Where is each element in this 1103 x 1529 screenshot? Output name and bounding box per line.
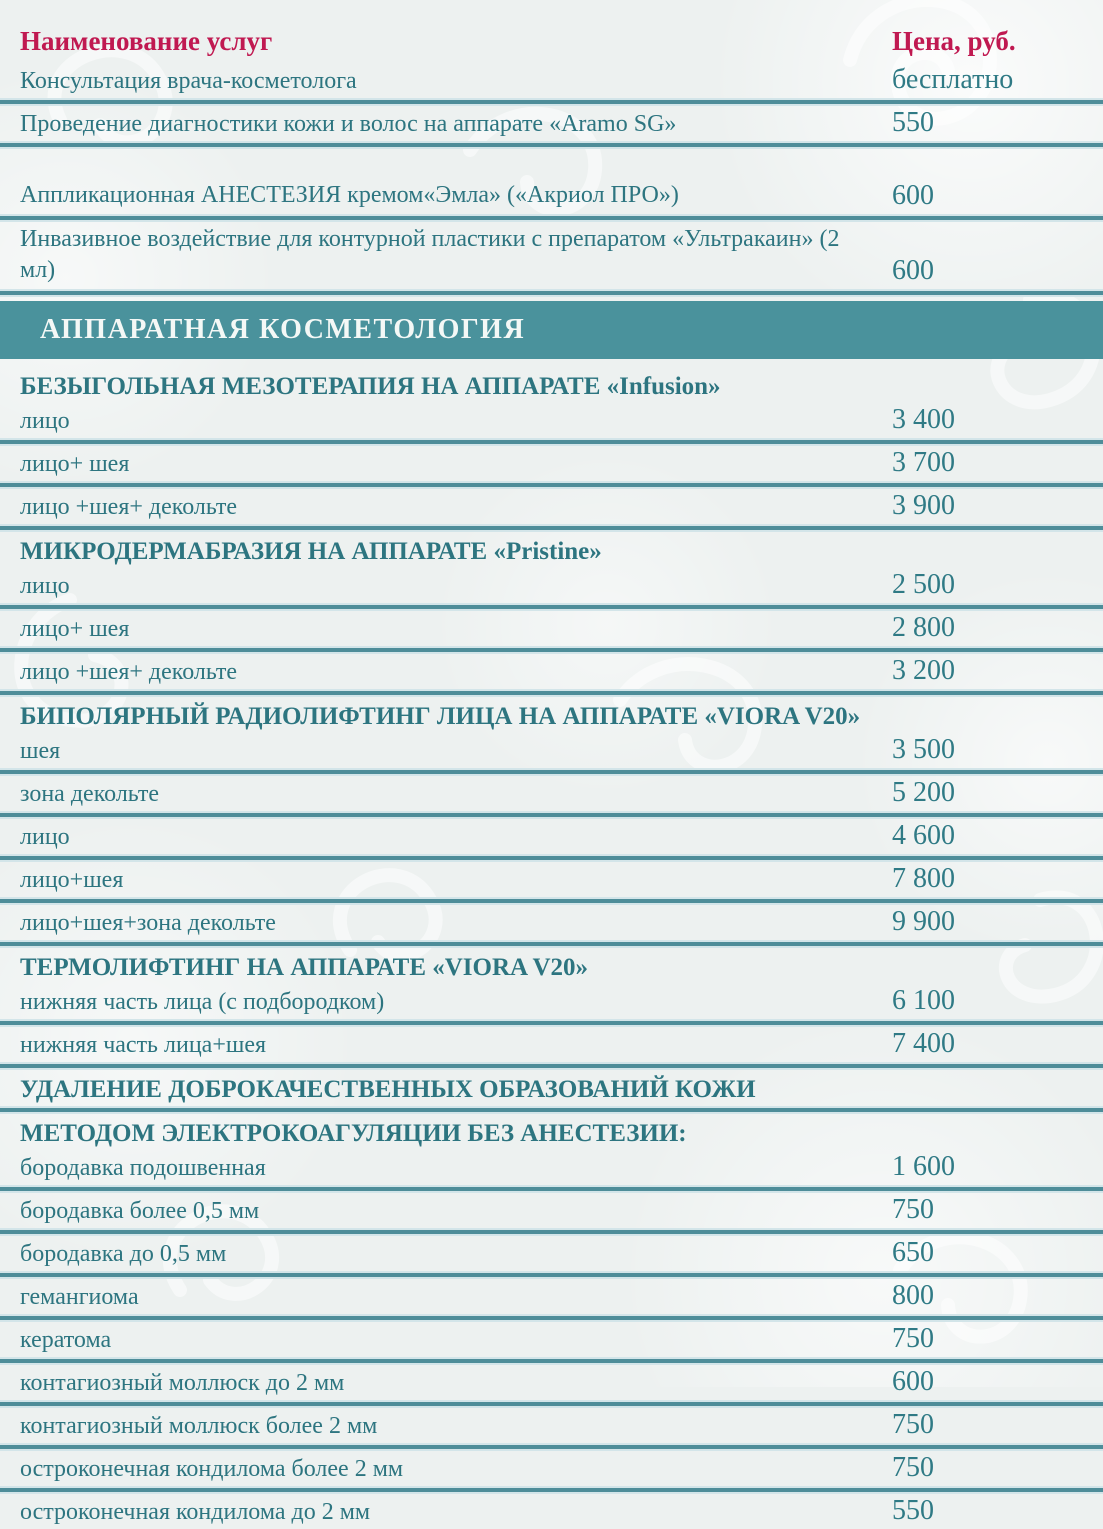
service-price: 750 bbox=[892, 1323, 934, 1354]
row-divider bbox=[0, 481, 1103, 489]
service-price: 4 600 bbox=[892, 820, 955, 851]
row-divider bbox=[0, 603, 1103, 611]
price-table-body bbox=[0, 63, 1103, 1529]
row-divider bbox=[0, 438, 1103, 446]
service-name: лицо+шея bbox=[20, 867, 124, 893]
table-header bbox=[0, 0, 1103, 63]
service-price: 1 600 bbox=[892, 1151, 955, 1182]
service-price: 6 100 bbox=[892, 985, 955, 1016]
section-heading: БИПОЛЯРНЫЙ РАДИОЛИФТИНГ ЛИЦА НА АППАРАТЕ «VIORA V20» bbox=[20, 703, 861, 730]
service-price: 750 bbox=[892, 1452, 934, 1483]
service-row bbox=[0, 1322, 1103, 1357]
service-price: 3 700 bbox=[892, 447, 955, 478]
service-row bbox=[0, 654, 1103, 689]
service-row bbox=[0, 611, 1103, 646]
service-row bbox=[0, 776, 1103, 811]
service-row bbox=[0, 984, 1103, 1019]
service-price: 600 bbox=[892, 180, 934, 211]
service-price: бесплатно bbox=[892, 64, 1014, 95]
column-header-price: Цена, руб. bbox=[892, 26, 1016, 56]
section-banner bbox=[0, 301, 1103, 359]
section-heading: МИКРОДЕРМАБРАЗИЯ НА АППАРАТЕ «Pristine» bbox=[20, 538, 602, 565]
row-divider bbox=[0, 214, 1103, 222]
service-name: бородавка подошвенная bbox=[20, 1155, 266, 1181]
row-divider bbox=[0, 1106, 1103, 1114]
service-row bbox=[0, 905, 1103, 940]
service-price: 550 bbox=[892, 1495, 934, 1526]
column-header-services: Наименование услуг bbox=[20, 26, 273, 56]
service-name: лицо +шея+ декольте bbox=[20, 494, 238, 520]
row-divider bbox=[0, 1019, 1103, 1027]
section-heading: УДАЛЕНИЕ ДОБРОКАЧЕСТВЕННЫХ ОБРАЗОВАНИЙ КОЖИ bbox=[20, 1076, 756, 1103]
service-name: остроконечная кондилома до 2 мм bbox=[20, 1499, 371, 1525]
service-row bbox=[0, 446, 1103, 481]
row-divider bbox=[0, 1400, 1103, 1408]
service-name: нижняя часть лица (с подбородком) bbox=[20, 989, 385, 1015]
service-name: кератома bbox=[20, 1327, 112, 1353]
service-row bbox=[0, 1027, 1103, 1062]
service-row bbox=[0, 149, 1103, 214]
row-divider bbox=[0, 1357, 1103, 1365]
service-name: контагиозный моллюск более 2 мм bbox=[20, 1413, 378, 1439]
service-row bbox=[0, 489, 1103, 524]
service-row bbox=[0, 862, 1103, 897]
service-row bbox=[0, 568, 1103, 603]
service-row bbox=[0, 1494, 1103, 1529]
service-name: остроконечная кондилома более 2 мм bbox=[20, 1456, 404, 1482]
row-divider bbox=[0, 1271, 1103, 1279]
service-name: лицо bbox=[20, 408, 70, 434]
service-row bbox=[0, 1365, 1103, 1400]
service-price: 3 500 bbox=[892, 734, 955, 765]
service-price: 3 200 bbox=[892, 655, 955, 686]
service-row bbox=[0, 819, 1103, 854]
row-divider bbox=[0, 646, 1103, 654]
service-name: лицо bbox=[20, 573, 70, 599]
row-divider bbox=[0, 1314, 1103, 1322]
row-divider bbox=[0, 854, 1103, 862]
row-divider bbox=[0, 1062, 1103, 1070]
section-heading: ТЕРМОЛИФТИНГ НА АППАРАТЕ «VIORA V20» bbox=[20, 954, 589, 981]
service-price: 3 400 bbox=[892, 404, 955, 435]
service-price: 600 bbox=[892, 1366, 934, 1397]
service-name: лицо +шея+ декольте bbox=[20, 659, 238, 685]
service-row bbox=[0, 106, 1103, 141]
service-price: 750 bbox=[892, 1409, 934, 1440]
row-divider bbox=[0, 289, 1103, 297]
service-price: 650 bbox=[892, 1237, 934, 1268]
service-row bbox=[0, 1408, 1103, 1443]
row-divider bbox=[0, 1185, 1103, 1193]
service-name: Консультация врача-косметолога bbox=[20, 68, 357, 94]
service-name: бородавка до 0,5 мм bbox=[20, 1241, 227, 1267]
service-price: 800 bbox=[892, 1280, 934, 1311]
service-name: зона декольте bbox=[20, 781, 159, 807]
service-name: гемангиома bbox=[20, 1284, 139, 1310]
service-name: Инвазивное воздействие для контурной пластики с препаратом «Ультракаин» (2 мл) bbox=[20, 226, 840, 283]
service-row bbox=[0, 63, 1103, 98]
service-name: нижняя часть лица+шея bbox=[20, 1032, 267, 1058]
service-row bbox=[0, 403, 1103, 438]
service-name: лицо+ шея bbox=[20, 451, 130, 477]
service-name: Аппликационная АНЕСТЕЗИЯ кремом«Эмла» («Акриол ПРО») bbox=[20, 182, 679, 208]
section-heading: МЕТОДОМ ЭЛЕКТРОКОАГУЛЯЦИИ БЕЗ АНЕСТЕЗИИ: bbox=[20, 1120, 687, 1147]
row-divider bbox=[0, 689, 1103, 697]
row-divider bbox=[0, 1228, 1103, 1236]
row-divider bbox=[0, 1486, 1103, 1494]
service-price: 7 800 bbox=[892, 863, 955, 894]
service-name: лицо+ шея bbox=[20, 616, 130, 642]
row-divider bbox=[0, 141, 1103, 149]
service-price: 9 900 bbox=[892, 906, 955, 937]
service-name: лицо bbox=[20, 824, 70, 850]
service-name: шея bbox=[20, 738, 61, 764]
service-row bbox=[0, 1150, 1103, 1185]
row-divider bbox=[0, 524, 1103, 532]
service-name: лицо+шея+зона декольте bbox=[20, 910, 276, 936]
service-price: 600 bbox=[892, 255, 934, 286]
service-price: 2 500 bbox=[892, 569, 955, 600]
service-price: 750 bbox=[892, 1194, 934, 1225]
service-row bbox=[0, 222, 1103, 289]
service-name: контагиозный моллюск до 2 мм bbox=[20, 1370, 345, 1396]
service-price: 7 400 bbox=[892, 1028, 955, 1059]
service-row bbox=[0, 733, 1103, 768]
service-row bbox=[0, 1279, 1103, 1314]
service-row bbox=[0, 1451, 1103, 1486]
service-price: 2 800 bbox=[892, 612, 955, 643]
service-name: бородавка более 0,5 мм bbox=[20, 1198, 260, 1224]
row-divider bbox=[0, 897, 1103, 905]
row-divider bbox=[0, 811, 1103, 819]
service-price: 3 900 bbox=[892, 490, 955, 521]
row-divider bbox=[0, 98, 1103, 106]
service-price: 5 200 bbox=[892, 777, 955, 808]
service-name: Проведение диагностики кожи и волос на аппарате «Aramo SG» bbox=[20, 111, 677, 137]
row-divider bbox=[0, 940, 1103, 948]
section-heading: БЕЗЫГОЛЬНАЯ МЕЗОТЕРАПИЯ НА АППАРАТЕ «Infusion» bbox=[20, 373, 721, 400]
row-divider bbox=[0, 768, 1103, 776]
service-row bbox=[0, 1193, 1103, 1228]
row-divider bbox=[0, 1443, 1103, 1451]
section-banner-label: АППАРАТНАЯ КОСМЕТОЛОГИЯ bbox=[40, 314, 526, 345]
service-price: 550 bbox=[892, 107, 934, 138]
service-row bbox=[0, 1236, 1103, 1271]
